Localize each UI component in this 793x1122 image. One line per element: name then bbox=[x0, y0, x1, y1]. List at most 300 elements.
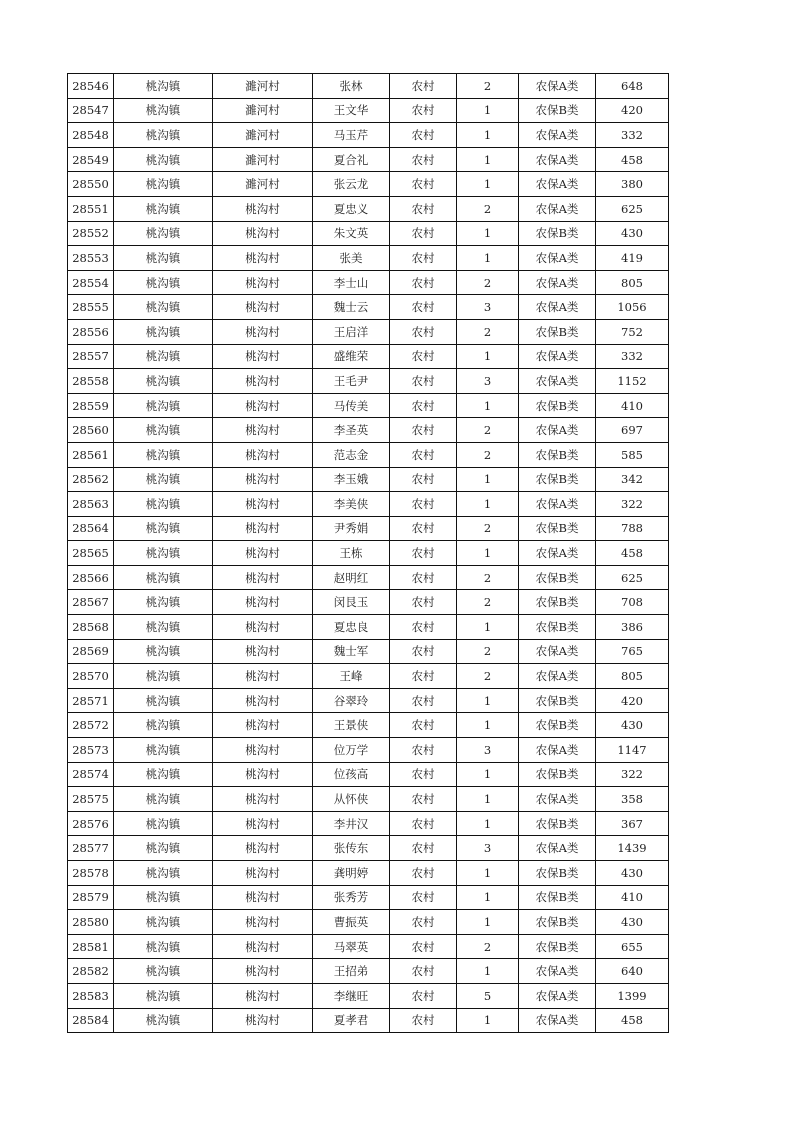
table-row bbox=[68, 123, 669, 148]
village-cell: 桃沟村 bbox=[213, 418, 313, 443]
household-size-cell: 2 bbox=[457, 934, 519, 959]
household-size-cell: 1 bbox=[457, 787, 519, 812]
household-type-cell: 农村 bbox=[390, 270, 457, 295]
table-body bbox=[68, 74, 669, 1033]
household-size-cell: 1 bbox=[457, 344, 519, 369]
serial-number-cell: 28556 bbox=[68, 319, 114, 344]
town-cell: 桃沟镇 bbox=[114, 98, 213, 123]
name-cell: 夏合礼 bbox=[313, 147, 390, 172]
household-size-cell: 3 bbox=[457, 295, 519, 320]
table-row bbox=[68, 664, 669, 689]
household-type-cell: 农村 bbox=[390, 492, 457, 517]
town-cell: 桃沟镇 bbox=[114, 467, 213, 492]
amount-cell: 640 bbox=[596, 959, 669, 984]
village-cell: 桃沟村 bbox=[213, 861, 313, 886]
category-cell: 农保A类 bbox=[519, 369, 596, 394]
serial-number-cell: 28549 bbox=[68, 147, 114, 172]
household-size-cell: 3 bbox=[457, 738, 519, 763]
town-cell: 桃沟镇 bbox=[114, 861, 213, 886]
name-cell: 谷翠玲 bbox=[313, 688, 390, 713]
village-cell: 桃沟村 bbox=[213, 615, 313, 640]
name-cell: 范志金 bbox=[313, 442, 390, 467]
village-cell: 桃沟村 bbox=[213, 1008, 313, 1033]
table-row bbox=[68, 811, 669, 836]
serial-number-cell: 28582 bbox=[68, 959, 114, 984]
town-cell: 桃沟镇 bbox=[114, 910, 213, 935]
amount-cell: 1056 bbox=[596, 295, 669, 320]
amount-cell: 1147 bbox=[596, 738, 669, 763]
town-cell: 桃沟镇 bbox=[114, 762, 213, 787]
table-row bbox=[68, 319, 669, 344]
household-size-cell: 2 bbox=[457, 74, 519, 99]
village-cell: 桃沟村 bbox=[213, 688, 313, 713]
household-size-cell: 2 bbox=[457, 590, 519, 615]
category-cell: 农保A类 bbox=[519, 787, 596, 812]
category-cell: 农保A类 bbox=[519, 123, 596, 148]
amount-cell: 805 bbox=[596, 270, 669, 295]
village-cell: 桃沟村 bbox=[213, 713, 313, 738]
category-cell: 农保B类 bbox=[519, 861, 596, 886]
household-type-cell: 农村 bbox=[390, 221, 457, 246]
town-cell: 桃沟镇 bbox=[114, 959, 213, 984]
town-cell: 桃沟镇 bbox=[114, 590, 213, 615]
serial-number-cell: 28584 bbox=[68, 1008, 114, 1033]
table-row bbox=[68, 910, 669, 935]
table-row bbox=[68, 836, 669, 861]
name-cell: 王栋 bbox=[313, 541, 390, 566]
amount-cell: 430 bbox=[596, 910, 669, 935]
name-cell: 从怀侠 bbox=[313, 787, 390, 812]
serial-number-cell: 28574 bbox=[68, 762, 114, 787]
town-cell: 桃沟镇 bbox=[114, 787, 213, 812]
serial-number-cell: 28561 bbox=[68, 442, 114, 467]
category-cell: 农保B类 bbox=[519, 319, 596, 344]
table-row bbox=[68, 393, 669, 418]
serial-number-cell: 28562 bbox=[68, 467, 114, 492]
table-row bbox=[68, 516, 669, 541]
amount-cell: 708 bbox=[596, 590, 669, 615]
town-cell: 桃沟镇 bbox=[114, 934, 213, 959]
town-cell: 桃沟镇 bbox=[114, 418, 213, 443]
amount-cell: 1439 bbox=[596, 836, 669, 861]
name-cell: 李美侠 bbox=[313, 492, 390, 517]
amount-cell: 380 bbox=[596, 172, 669, 197]
serial-number-cell: 28557 bbox=[68, 344, 114, 369]
household-type-cell: 农村 bbox=[390, 442, 457, 467]
household-type-cell: 农村 bbox=[390, 295, 457, 320]
household-size-cell: 1 bbox=[457, 467, 519, 492]
table-row bbox=[68, 738, 669, 763]
town-cell: 桃沟镇 bbox=[114, 295, 213, 320]
household-size-cell: 2 bbox=[457, 516, 519, 541]
category-cell: 农保A类 bbox=[519, 959, 596, 984]
category-cell: 农保B类 bbox=[519, 393, 596, 418]
household-size-cell: 3 bbox=[457, 369, 519, 394]
table-row bbox=[68, 270, 669, 295]
table-row bbox=[68, 246, 669, 271]
household-size-cell: 2 bbox=[457, 418, 519, 443]
household-size-cell: 1 bbox=[457, 861, 519, 886]
household-type-cell: 农村 bbox=[390, 565, 457, 590]
town-cell: 桃沟镇 bbox=[114, 516, 213, 541]
amount-cell: 430 bbox=[596, 221, 669, 246]
amount-cell: 322 bbox=[596, 762, 669, 787]
town-cell: 桃沟镇 bbox=[114, 270, 213, 295]
table-row bbox=[68, 147, 669, 172]
amount-cell: 332 bbox=[596, 344, 669, 369]
category-cell: 农保B类 bbox=[519, 713, 596, 738]
name-cell: 位万学 bbox=[313, 738, 390, 763]
household-type-cell: 农村 bbox=[390, 664, 457, 689]
amount-cell: 765 bbox=[596, 639, 669, 664]
serial-number-cell: 28553 bbox=[68, 246, 114, 271]
household-type-cell: 农村 bbox=[390, 369, 457, 394]
village-cell: 桃沟村 bbox=[213, 221, 313, 246]
town-cell: 桃沟镇 bbox=[114, 885, 213, 910]
name-cell: 王景侠 bbox=[313, 713, 390, 738]
table-row bbox=[68, 688, 669, 713]
table-row bbox=[68, 959, 669, 984]
serial-number-cell: 28563 bbox=[68, 492, 114, 517]
table-row bbox=[68, 98, 669, 123]
village-cell: 濉河村 bbox=[213, 147, 313, 172]
table-row bbox=[68, 787, 669, 812]
name-cell: 马翠英 bbox=[313, 934, 390, 959]
household-type-cell: 农村 bbox=[390, 811, 457, 836]
village-cell: 桃沟村 bbox=[213, 639, 313, 664]
household-size-cell: 2 bbox=[457, 442, 519, 467]
serial-number-cell: 28559 bbox=[68, 393, 114, 418]
amount-cell: 367 bbox=[596, 811, 669, 836]
town-cell: 桃沟镇 bbox=[114, 492, 213, 517]
household-type-cell: 农村 bbox=[390, 861, 457, 886]
table-row bbox=[68, 885, 669, 910]
town-cell: 桃沟镇 bbox=[114, 1008, 213, 1033]
village-cell: 桃沟村 bbox=[213, 885, 313, 910]
village-cell: 桃沟村 bbox=[213, 270, 313, 295]
village-cell: 桃沟村 bbox=[213, 738, 313, 763]
household-type-cell: 农村 bbox=[390, 885, 457, 910]
amount-cell: 752 bbox=[596, 319, 669, 344]
household-type-cell: 农村 bbox=[390, 344, 457, 369]
amount-cell: 697 bbox=[596, 418, 669, 443]
serial-number-cell: 28548 bbox=[68, 123, 114, 148]
town-cell: 桃沟镇 bbox=[114, 811, 213, 836]
category-cell: 农保A类 bbox=[519, 196, 596, 221]
serial-number-cell: 28583 bbox=[68, 983, 114, 1008]
village-cell: 濉河村 bbox=[213, 172, 313, 197]
household-size-cell: 1 bbox=[457, 221, 519, 246]
household-size-cell: 1 bbox=[457, 713, 519, 738]
category-cell: 农保B类 bbox=[519, 442, 596, 467]
name-cell: 王文华 bbox=[313, 98, 390, 123]
town-cell: 桃沟镇 bbox=[114, 565, 213, 590]
town-cell: 桃沟镇 bbox=[114, 369, 213, 394]
village-cell: 桃沟村 bbox=[213, 541, 313, 566]
amount-cell: 458 bbox=[596, 541, 669, 566]
serial-number-cell: 28558 bbox=[68, 369, 114, 394]
household-type-cell: 农村 bbox=[390, 123, 457, 148]
serial-number-cell: 28568 bbox=[68, 615, 114, 640]
category-cell: 农保B类 bbox=[519, 762, 596, 787]
serial-number-cell: 28569 bbox=[68, 639, 114, 664]
category-cell: 农保B类 bbox=[519, 565, 596, 590]
category-cell: 农保A类 bbox=[519, 295, 596, 320]
name-cell: 张美 bbox=[313, 246, 390, 271]
town-cell: 桃沟镇 bbox=[114, 74, 213, 99]
category-cell: 农保B类 bbox=[519, 98, 596, 123]
amount-cell: 788 bbox=[596, 516, 669, 541]
table-row bbox=[68, 74, 669, 99]
serial-number-cell: 28575 bbox=[68, 787, 114, 812]
serial-number-cell: 28572 bbox=[68, 713, 114, 738]
amount-cell: 342 bbox=[596, 467, 669, 492]
table-row bbox=[68, 172, 669, 197]
table-row bbox=[68, 295, 669, 320]
town-cell: 桃沟镇 bbox=[114, 713, 213, 738]
amount-cell: 410 bbox=[596, 885, 669, 910]
serial-number-cell: 28560 bbox=[68, 418, 114, 443]
amount-cell: 332 bbox=[596, 123, 669, 148]
village-cell: 桃沟村 bbox=[213, 319, 313, 344]
name-cell: 张林 bbox=[313, 74, 390, 99]
serial-number-cell: 28551 bbox=[68, 196, 114, 221]
household-size-cell: 1 bbox=[457, 688, 519, 713]
table-row bbox=[68, 196, 669, 221]
table-row bbox=[68, 762, 669, 787]
table-row bbox=[68, 1008, 669, 1033]
name-cell: 夏忠义 bbox=[313, 196, 390, 221]
household-type-cell: 农村 bbox=[390, 787, 457, 812]
amount-cell: 648 bbox=[596, 74, 669, 99]
category-cell: 农保A类 bbox=[519, 270, 596, 295]
table-row bbox=[68, 442, 669, 467]
category-cell: 农保B类 bbox=[519, 934, 596, 959]
amount-cell: 458 bbox=[596, 147, 669, 172]
household-type-cell: 农村 bbox=[390, 147, 457, 172]
town-cell: 桃沟镇 bbox=[114, 664, 213, 689]
name-cell: 赵明红 bbox=[313, 565, 390, 590]
name-cell: 朱文英 bbox=[313, 221, 390, 246]
household-size-cell: 2 bbox=[457, 319, 519, 344]
table-row bbox=[68, 615, 669, 640]
town-cell: 桃沟镇 bbox=[114, 246, 213, 271]
household-size-cell: 1 bbox=[457, 615, 519, 640]
household-type-cell: 农村 bbox=[390, 959, 457, 984]
name-cell: 夏忠良 bbox=[313, 615, 390, 640]
category-cell: 农保A类 bbox=[519, 738, 596, 763]
name-cell: 尹秀娟 bbox=[313, 516, 390, 541]
name-cell: 王毛尹 bbox=[313, 369, 390, 394]
category-cell: 农保B类 bbox=[519, 615, 596, 640]
name-cell: 张云龙 bbox=[313, 172, 390, 197]
serial-number-cell: 28567 bbox=[68, 590, 114, 615]
serial-number-cell: 28577 bbox=[68, 836, 114, 861]
town-cell: 桃沟镇 bbox=[114, 196, 213, 221]
serial-number-cell: 28573 bbox=[68, 738, 114, 763]
household-size-cell: 1 bbox=[457, 246, 519, 271]
household-size-cell: 1 bbox=[457, 123, 519, 148]
category-cell: 农保B类 bbox=[519, 688, 596, 713]
table-row bbox=[68, 541, 669, 566]
amount-cell: 625 bbox=[596, 196, 669, 221]
household-type-cell: 农村 bbox=[390, 910, 457, 935]
name-cell: 李井汉 bbox=[313, 811, 390, 836]
amount-cell: 458 bbox=[596, 1008, 669, 1033]
household-size-cell: 1 bbox=[457, 1008, 519, 1033]
village-cell: 桃沟村 bbox=[213, 787, 313, 812]
household-type-cell: 农村 bbox=[390, 246, 457, 271]
household-type-cell: 农村 bbox=[390, 934, 457, 959]
category-cell: 农保B类 bbox=[519, 516, 596, 541]
household-type-cell: 农村 bbox=[390, 688, 457, 713]
category-cell: 农保A类 bbox=[519, 541, 596, 566]
category-cell: 农保A类 bbox=[519, 836, 596, 861]
serial-number-cell: 28546 bbox=[68, 74, 114, 99]
amount-cell: 585 bbox=[596, 442, 669, 467]
category-cell: 农保A类 bbox=[519, 147, 596, 172]
table-row bbox=[68, 713, 669, 738]
table-row bbox=[68, 861, 669, 886]
household-size-cell: 1 bbox=[457, 959, 519, 984]
village-cell: 桃沟村 bbox=[213, 393, 313, 418]
household-size-cell: 1 bbox=[457, 492, 519, 517]
category-cell: 农保B类 bbox=[519, 467, 596, 492]
table-row bbox=[68, 565, 669, 590]
village-cell: 桃沟村 bbox=[213, 959, 313, 984]
name-cell: 张传东 bbox=[313, 836, 390, 861]
village-cell: 桃沟村 bbox=[213, 492, 313, 517]
village-cell: 桃沟村 bbox=[213, 246, 313, 271]
household-size-cell: 1 bbox=[457, 172, 519, 197]
household-size-cell: 1 bbox=[457, 541, 519, 566]
town-cell: 桃沟镇 bbox=[114, 738, 213, 763]
village-cell: 桃沟村 bbox=[213, 369, 313, 394]
amount-cell: 358 bbox=[596, 787, 669, 812]
household-size-cell: 1 bbox=[457, 885, 519, 910]
name-cell: 盛维荣 bbox=[313, 344, 390, 369]
village-cell: 桃沟村 bbox=[213, 196, 313, 221]
town-cell: 桃沟镇 bbox=[114, 615, 213, 640]
town-cell: 桃沟镇 bbox=[114, 221, 213, 246]
household-size-cell: 2 bbox=[457, 196, 519, 221]
category-cell: 农保A类 bbox=[519, 664, 596, 689]
household-size-cell: 3 bbox=[457, 836, 519, 861]
amount-cell: 1152 bbox=[596, 369, 669, 394]
name-cell: 龚明婷 bbox=[313, 861, 390, 886]
village-cell: 桃沟村 bbox=[213, 983, 313, 1008]
village-cell: 桃沟村 bbox=[213, 762, 313, 787]
serial-number-cell: 28570 bbox=[68, 664, 114, 689]
amount-cell: 430 bbox=[596, 713, 669, 738]
category-cell: 农保A类 bbox=[519, 172, 596, 197]
town-cell: 桃沟镇 bbox=[114, 983, 213, 1008]
household-size-cell: 2 bbox=[457, 639, 519, 664]
serial-number-cell: 28564 bbox=[68, 516, 114, 541]
town-cell: 桃沟镇 bbox=[114, 147, 213, 172]
household-size-cell: 1 bbox=[457, 762, 519, 787]
category-cell: 农保B类 bbox=[519, 590, 596, 615]
name-cell: 位孩高 bbox=[313, 762, 390, 787]
village-cell: 桃沟村 bbox=[213, 836, 313, 861]
household-size-cell: 1 bbox=[457, 393, 519, 418]
household-size-cell: 2 bbox=[457, 565, 519, 590]
town-cell: 桃沟镇 bbox=[114, 123, 213, 148]
village-cell: 桃沟村 bbox=[213, 565, 313, 590]
serial-number-cell: 28580 bbox=[68, 910, 114, 935]
serial-number-cell: 28576 bbox=[68, 811, 114, 836]
serial-number-cell: 28581 bbox=[68, 934, 114, 959]
category-cell: 农保A类 bbox=[519, 344, 596, 369]
town-cell: 桃沟镇 bbox=[114, 393, 213, 418]
table-row bbox=[68, 418, 669, 443]
amount-cell: 386 bbox=[596, 615, 669, 640]
household-type-cell: 农村 bbox=[390, 74, 457, 99]
village-cell: 桃沟村 bbox=[213, 295, 313, 320]
village-cell: 桃沟村 bbox=[213, 516, 313, 541]
table-row bbox=[68, 639, 669, 664]
household-type-cell: 农村 bbox=[390, 1008, 457, 1033]
household-type-cell: 农村 bbox=[390, 98, 457, 123]
name-cell: 魏士云 bbox=[313, 295, 390, 320]
name-cell: 魏士军 bbox=[313, 639, 390, 664]
category-cell: 农保B类 bbox=[519, 221, 596, 246]
household-size-cell: 5 bbox=[457, 983, 519, 1008]
category-cell: 农保A类 bbox=[519, 1008, 596, 1033]
table-row bbox=[68, 590, 669, 615]
category-cell: 农保A类 bbox=[519, 74, 596, 99]
serial-number-cell: 28578 bbox=[68, 861, 114, 886]
serial-number-cell: 28565 bbox=[68, 541, 114, 566]
town-cell: 桃沟镇 bbox=[114, 639, 213, 664]
village-cell: 桃沟村 bbox=[213, 811, 313, 836]
household-type-cell: 农村 bbox=[390, 172, 457, 197]
serial-number-cell: 28571 bbox=[68, 688, 114, 713]
town-cell: 桃沟镇 bbox=[114, 836, 213, 861]
amount-cell: 430 bbox=[596, 861, 669, 886]
town-cell: 桃沟镇 bbox=[114, 344, 213, 369]
household-type-cell: 农村 bbox=[390, 196, 457, 221]
amount-cell: 805 bbox=[596, 664, 669, 689]
household-type-cell: 农村 bbox=[390, 319, 457, 344]
name-cell: 马传美 bbox=[313, 393, 390, 418]
household-size-cell: 2 bbox=[457, 664, 519, 689]
name-cell: 张秀芳 bbox=[313, 885, 390, 910]
village-cell: 桃沟村 bbox=[213, 467, 313, 492]
name-cell: 闵艮玉 bbox=[313, 590, 390, 615]
serial-number-cell: 28554 bbox=[68, 270, 114, 295]
household-type-cell: 农村 bbox=[390, 639, 457, 664]
table-row bbox=[68, 221, 669, 246]
household-type-cell: 农村 bbox=[390, 762, 457, 787]
village-cell: 濉河村 bbox=[213, 74, 313, 99]
table-row bbox=[68, 983, 669, 1008]
name-cell: 王启洋 bbox=[313, 319, 390, 344]
category-cell: 农保A类 bbox=[519, 639, 596, 664]
household-type-cell: 农村 bbox=[390, 467, 457, 492]
serial-number-cell: 28552 bbox=[68, 221, 114, 246]
name-cell: 李玉娥 bbox=[313, 467, 390, 492]
category-cell: 农保A类 bbox=[519, 418, 596, 443]
household-size-cell: 1 bbox=[457, 98, 519, 123]
amount-cell: 410 bbox=[596, 393, 669, 418]
town-cell: 桃沟镇 bbox=[114, 442, 213, 467]
household-size-cell: 1 bbox=[457, 910, 519, 935]
category-cell: 农保A类 bbox=[519, 983, 596, 1008]
name-cell: 夏孝君 bbox=[313, 1008, 390, 1033]
name-cell: 李继旺 bbox=[313, 983, 390, 1008]
table-row bbox=[68, 467, 669, 492]
